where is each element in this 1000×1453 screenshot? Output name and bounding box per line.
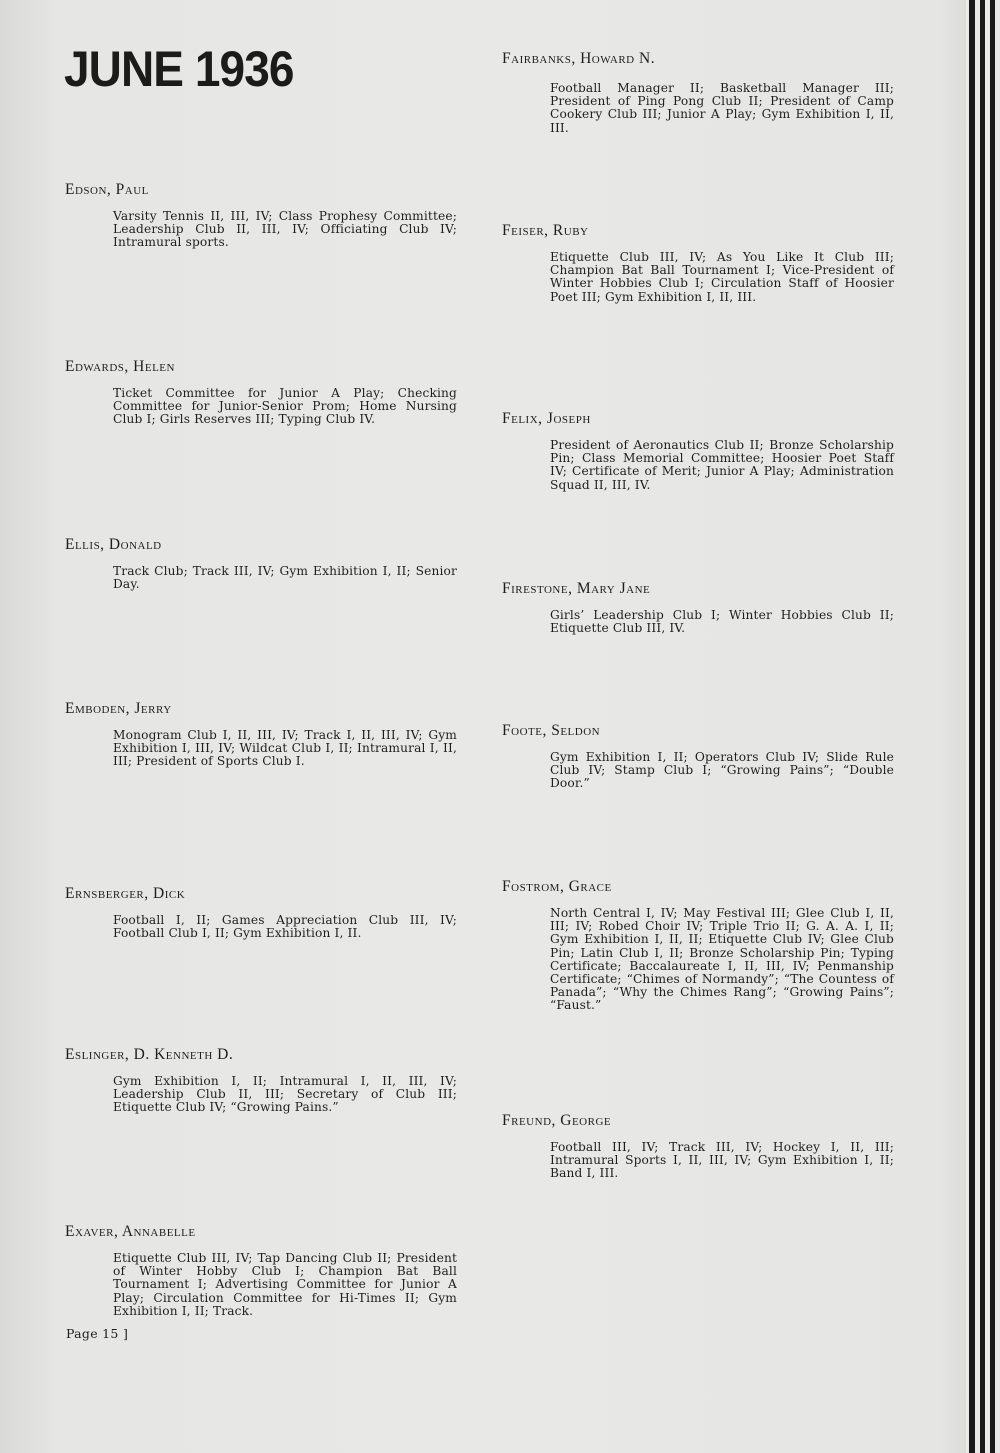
student-activities: Gym Exhibition I, II; Intramural I, II, III, IV; Leadership Club II, III; Secretary of Club III; Etiquette Club IV; “Growing Pains.”	[113, 1074, 457, 1115]
student-name: Fostrom, Grace	[502, 878, 612, 895]
student-activities: Ticket Committee for Junior A Play; Checking Committee for Junior-Senior Prom; Home Nursing Club I; Girls Reserves III; Typing Club IV.	[113, 386, 457, 427]
senior-entry-eslinger	[65, 1046, 457, 1115]
student-activities: Monogram Club I, II, III, IV; Track I, II, III, IV; Gym Exhibition I, III, IV; Wildcat Club I, II; Intramural I, II, III; President of Sports Club I.	[113, 728, 457, 769]
student-name: Feiser, Ruby	[502, 222, 589, 239]
student-name: Exaver, Annabelle	[65, 1223, 196, 1240]
student-activities: Etiquette Club III, IV; As You Like It Club III; Champion Bat Ball Tournament I; Vice-President of Winter Hobbies Club I; Circulation Staff of Hoosier Poet III; Gym Exhibition I, II, III.	[550, 250, 894, 304]
student-activities: Track Club; Track III, IV; Gym Exhibition I, II; Senior Day.	[113, 564, 457, 592]
student-name: Ellis, Donald	[65, 536, 162, 553]
senior-entry-foote	[502, 722, 894, 791]
student-activities: Football Manager II; Basketball Manager III; President of Ping Pong Club II; President of Camp Cookery Club III; Junior A Play; Gym Exhibition I, II, III.	[550, 81, 894, 135]
student-name: Edwards, Helen	[65, 358, 175, 375]
senior-entry-edson	[65, 181, 457, 250]
senior-entry-firestone	[502, 580, 894, 635]
student-activities: President of Aeronautics Club II; Bronze Scholarship Pin; Class Memorial Committee; Hoosier Poet Staff IV; Certificate of Merit; Junior A Play; Administration Squad II, III, IV.	[550, 438, 894, 492]
student-name: Eslinger, D. Kenneth D.	[65, 1046, 234, 1063]
student-activities: North Central I, IV; May Festival III; Glee Club I, II, III; IV; Robed Choir IV; Triple Trio II; G. A. A. I, II; Gym Exhibition I, II, II; Etiquette Club IV; Glee Club Pin; Latin Club I, II; Bronze Scholarship Pin; Typing Certificate; Baccalaureate I, II, III, IV; Penmanship Certificate; “Chimes of Normandy”; “The Countess of Panada”; “Why the Chimes Rang”; “Growing Pains”; “Faust.”	[550, 906, 894, 1013]
student-activities: Football III, IV; Track III, IV; Hockey I, II, III; Intramural Sports I, II, III, IV; Gym Exhibition I, II; Band I, III.	[550, 1140, 894, 1181]
student-activities: Gym Exhibition I, II; Operators Club IV; Slide Rule Club IV; Stamp Club I; “Growing Pains”; “Double Door.”	[550, 750, 894, 791]
page-title: JUNE 1936	[64, 41, 294, 97]
student-name: Emboden, Jerry	[65, 700, 172, 717]
student-activities: Varsity Tennis II, III, IV; Class Prophesy Committee; Leadership Club II, III, IV; Officiating Club IV; Intramural sports.	[113, 209, 457, 250]
border-stripe	[990, 0, 995, 1453]
decorative-border-stripes	[966, 0, 1000, 1453]
student-name: Foote, Seldon	[502, 722, 601, 739]
student-name: Firestone, Mary Jane	[502, 580, 651, 597]
senior-entry-felix	[502, 410, 894, 492]
senior-entry-edwards	[65, 358, 457, 427]
student-name: Ernsberger, Dick	[65, 885, 186, 902]
student-activities: Football I, II; Games Appreciation Club III, IV; Football Club I, II; Gym Exhibition I, II.	[113, 913, 457, 941]
border-stripe	[969, 0, 975, 1453]
senior-entry-ernsberger	[65, 885, 457, 940]
student-name: Fairbanks, Howard N.	[502, 50, 656, 67]
senior-entry-exaver	[65, 1223, 457, 1318]
senior-entry-feiser	[502, 222, 894, 304]
student-name: Freund, George	[502, 1112, 612, 1129]
senior-entry-freund	[502, 1112, 894, 1181]
student-activities: Etiquette Club III, IV; Tap Dancing Club II; President of Winter Hobby Club I; Champion Bat Ball Tournament I; Advertising Committee for Junior A Play; Circulation Committee for Hi-Times II; Gym Exhibition I, II; Track.	[113, 1251, 457, 1318]
senior-entry-emboden	[65, 700, 457, 769]
border-stripe	[980, 0, 985, 1453]
page-number: Page 15 ]	[66, 1326, 129, 1341]
student-activities: Girls’ Leadership Club I; Winter Hobbies Club II; Etiquette Club III, IV.	[550, 608, 894, 636]
senior-entry-ellis	[65, 536, 457, 591]
senior-entry-fairbanks	[502, 50, 894, 135]
senior-entry-fostrom	[502, 878, 894, 1013]
student-name: Felix, Joseph	[502, 410, 591, 427]
student-name: Edson, Paul	[65, 181, 149, 198]
